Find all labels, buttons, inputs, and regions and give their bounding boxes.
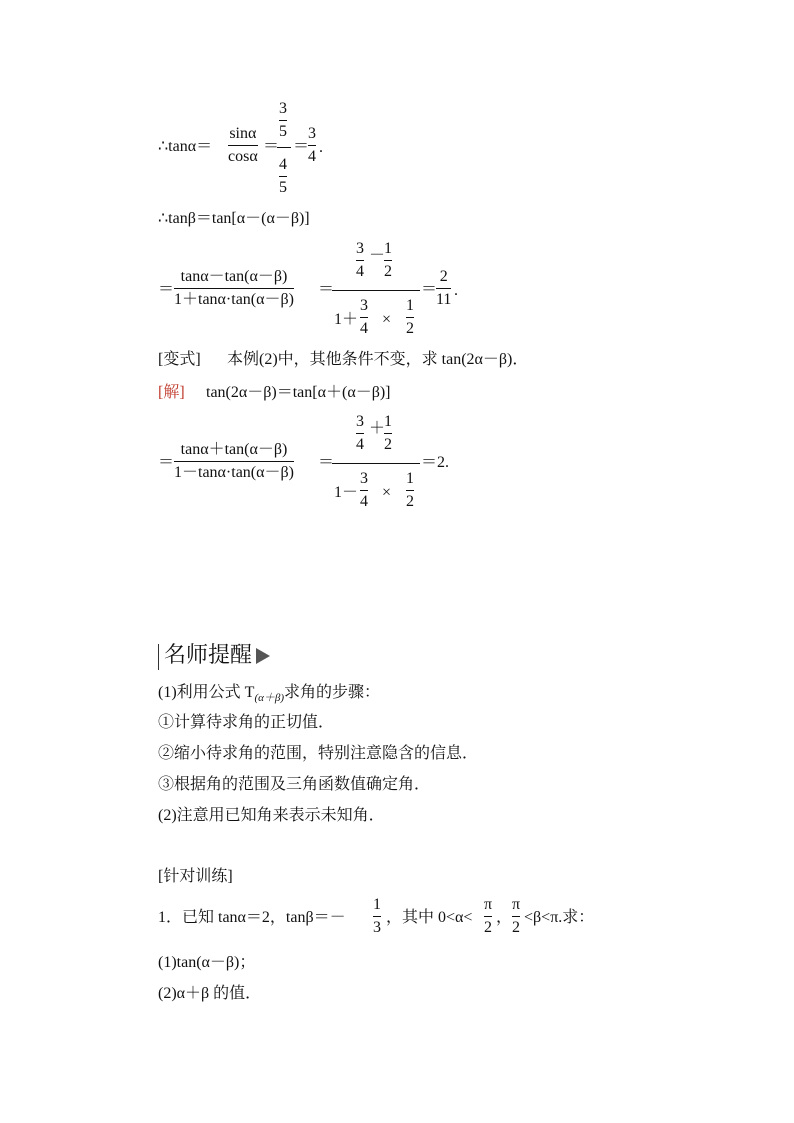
text: ＝ <box>421 281 438 298</box>
denominator: 4 <box>360 493 368 510</box>
text: . <box>319 139 323 156</box>
fraction <box>484 897 492 936</box>
denominator: 1＋tanα·tan(α－β) <box>174 291 294 308</box>
fraction-bar <box>279 176 287 177</box>
text: － <box>369 247 386 264</box>
fraction <box>174 442 294 481</box>
fraction <box>406 471 414 510</box>
denominator: 2 <box>484 919 493 936</box>
text: ∴tanα＝ <box>158 138 213 155</box>
fraction-bar <box>174 461 294 462</box>
fraction-bar <box>384 260 392 261</box>
tips-p2: (2)注意用已知角来表示未知角． <box>158 807 385 824</box>
fraction <box>360 471 368 510</box>
fraction-bar <box>484 916 492 917</box>
text <box>158 685 380 704</box>
eq-tan-beta: ∴tanβ＝tan[α－(α－β)] <box>158 210 310 227</box>
header-left-bar <box>158 644 159 670</box>
numerator: π <box>484 896 493 913</box>
numerator: 1 <box>406 470 414 487</box>
tips-title <box>164 645 270 667</box>
denominator: cosα <box>228 148 258 165</box>
text: (1)利用公式 T <box>158 684 255 701</box>
denominator: 4 <box>356 436 364 453</box>
fraction-bar <box>436 288 451 289</box>
tips-step-3: ③根据角的范围及三角函数值确定角． <box>158 776 431 793</box>
text: ，其中 0<α< <box>386 909 473 926</box>
fraction <box>279 101 287 140</box>
fraction <box>308 126 316 165</box>
fraction-bar <box>228 145 258 146</box>
text: ＝ <box>318 281 335 298</box>
numerator: 3 <box>360 470 368 487</box>
fraction <box>436 269 451 308</box>
fraction-bar <box>360 490 368 491</box>
numerator: 1 <box>373 896 381 913</box>
fraction <box>512 897 520 936</box>
solution-tag: [解] <box>158 384 185 401</box>
text: 求角的步骤： <box>284 684 381 701</box>
training-sub-2: (2)α＋β 的值． <box>158 985 262 1002</box>
fraction-bar <box>277 147 291 148</box>
text: ＋ <box>369 420 386 437</box>
text: ＝2. <box>421 454 450 471</box>
text: ＝ <box>158 281 175 298</box>
tips-step-2: ②缩小待求角的范围，特别注意隐含的信息． <box>158 745 479 762</box>
numerator: sinα <box>229 125 257 142</box>
numerator: 1 <box>406 297 414 314</box>
text: × <box>382 484 392 501</box>
denominator: 2 <box>384 263 392 280</box>
variant-tag: [变式] <box>158 351 201 368</box>
denominator: 4 <box>308 148 316 165</box>
numerator: 3 <box>356 413 364 430</box>
text: ＝ <box>158 454 175 471</box>
denominator: 1－tanα·tan(α－β) <box>174 464 294 481</box>
fraction-bar <box>406 317 414 318</box>
fraction <box>174 269 294 308</box>
denominator: 2 <box>406 320 414 337</box>
text: ＝ <box>318 454 335 471</box>
denominator: 5 <box>279 123 287 140</box>
fraction-bar <box>356 433 364 434</box>
numerator: π <box>512 896 521 913</box>
numerator: 3 <box>279 100 287 117</box>
fraction-bar <box>356 260 364 261</box>
numerator: tanα＋tan(α－β) <box>180 441 288 458</box>
fraction-bar <box>373 916 381 917</box>
denominator: 2 <box>406 493 414 510</box>
text: ＝ <box>293 138 310 155</box>
denominator: 11 <box>436 291 452 308</box>
text: ， <box>496 909 513 926</box>
text: ＝ <box>263 138 280 155</box>
text: . <box>454 282 458 299</box>
text: 1－ <box>334 484 359 501</box>
numerator: 2 <box>439 268 448 285</box>
fraction-bar <box>384 433 392 434</box>
denominator: 2 <box>512 919 521 936</box>
fraction <box>356 241 364 280</box>
numerator: 1 <box>384 413 392 430</box>
fraction <box>356 414 364 453</box>
fraction-bar <box>174 288 294 289</box>
denominator: 3 <box>373 919 381 936</box>
fraction-bar <box>279 120 287 121</box>
fraction <box>384 241 392 280</box>
fraction <box>373 897 381 936</box>
fraction-bar <box>406 490 414 491</box>
variant-text: 本例(2)中，其他条件不变，求 tan(2α－β)． <box>227 351 529 368</box>
denominator: 5 <box>279 179 287 196</box>
fraction-bar <box>332 290 420 291</box>
fraction <box>228 126 258 165</box>
training-title: [针对训练] <box>158 868 233 885</box>
numerator: 4 <box>279 156 287 173</box>
numerator: 3 <box>356 240 364 257</box>
text: × <box>382 311 392 328</box>
tips-title-text: 名师提醒 <box>164 643 253 668</box>
fraction <box>406 298 414 337</box>
text: 1．已知 tanα＝2，tanβ＝－ <box>158 909 346 926</box>
text: 1＋ <box>334 311 359 328</box>
fraction <box>384 414 392 453</box>
fraction-bar <box>308 145 316 146</box>
numerator: 3 <box>360 297 368 314</box>
numerator: 1 <box>384 240 392 257</box>
solution-text: tan(2α－β)＝tan[α＋(α－β)] <box>206 384 391 401</box>
training-sub-1: (1)tan(α－β)； <box>158 954 256 971</box>
tips-step-1: ①计算待求角的正切值． <box>158 714 335 731</box>
numerator: 3 <box>308 125 316 142</box>
fraction-bar <box>360 317 368 318</box>
play-triangle-icon <box>256 648 270 664</box>
denominator: 2 <box>384 436 392 453</box>
fraction <box>360 298 368 337</box>
fraction-bar <box>512 916 520 917</box>
text: <β<π.求： <box>524 909 595 926</box>
fraction-bar <box>332 463 420 464</box>
denominator: 4 <box>356 263 364 280</box>
subscript: (α＋β) <box>254 692 285 704</box>
numerator: tanα－tan(α－β) <box>180 268 288 285</box>
fraction <box>279 157 287 196</box>
denominator: 4 <box>360 320 368 337</box>
